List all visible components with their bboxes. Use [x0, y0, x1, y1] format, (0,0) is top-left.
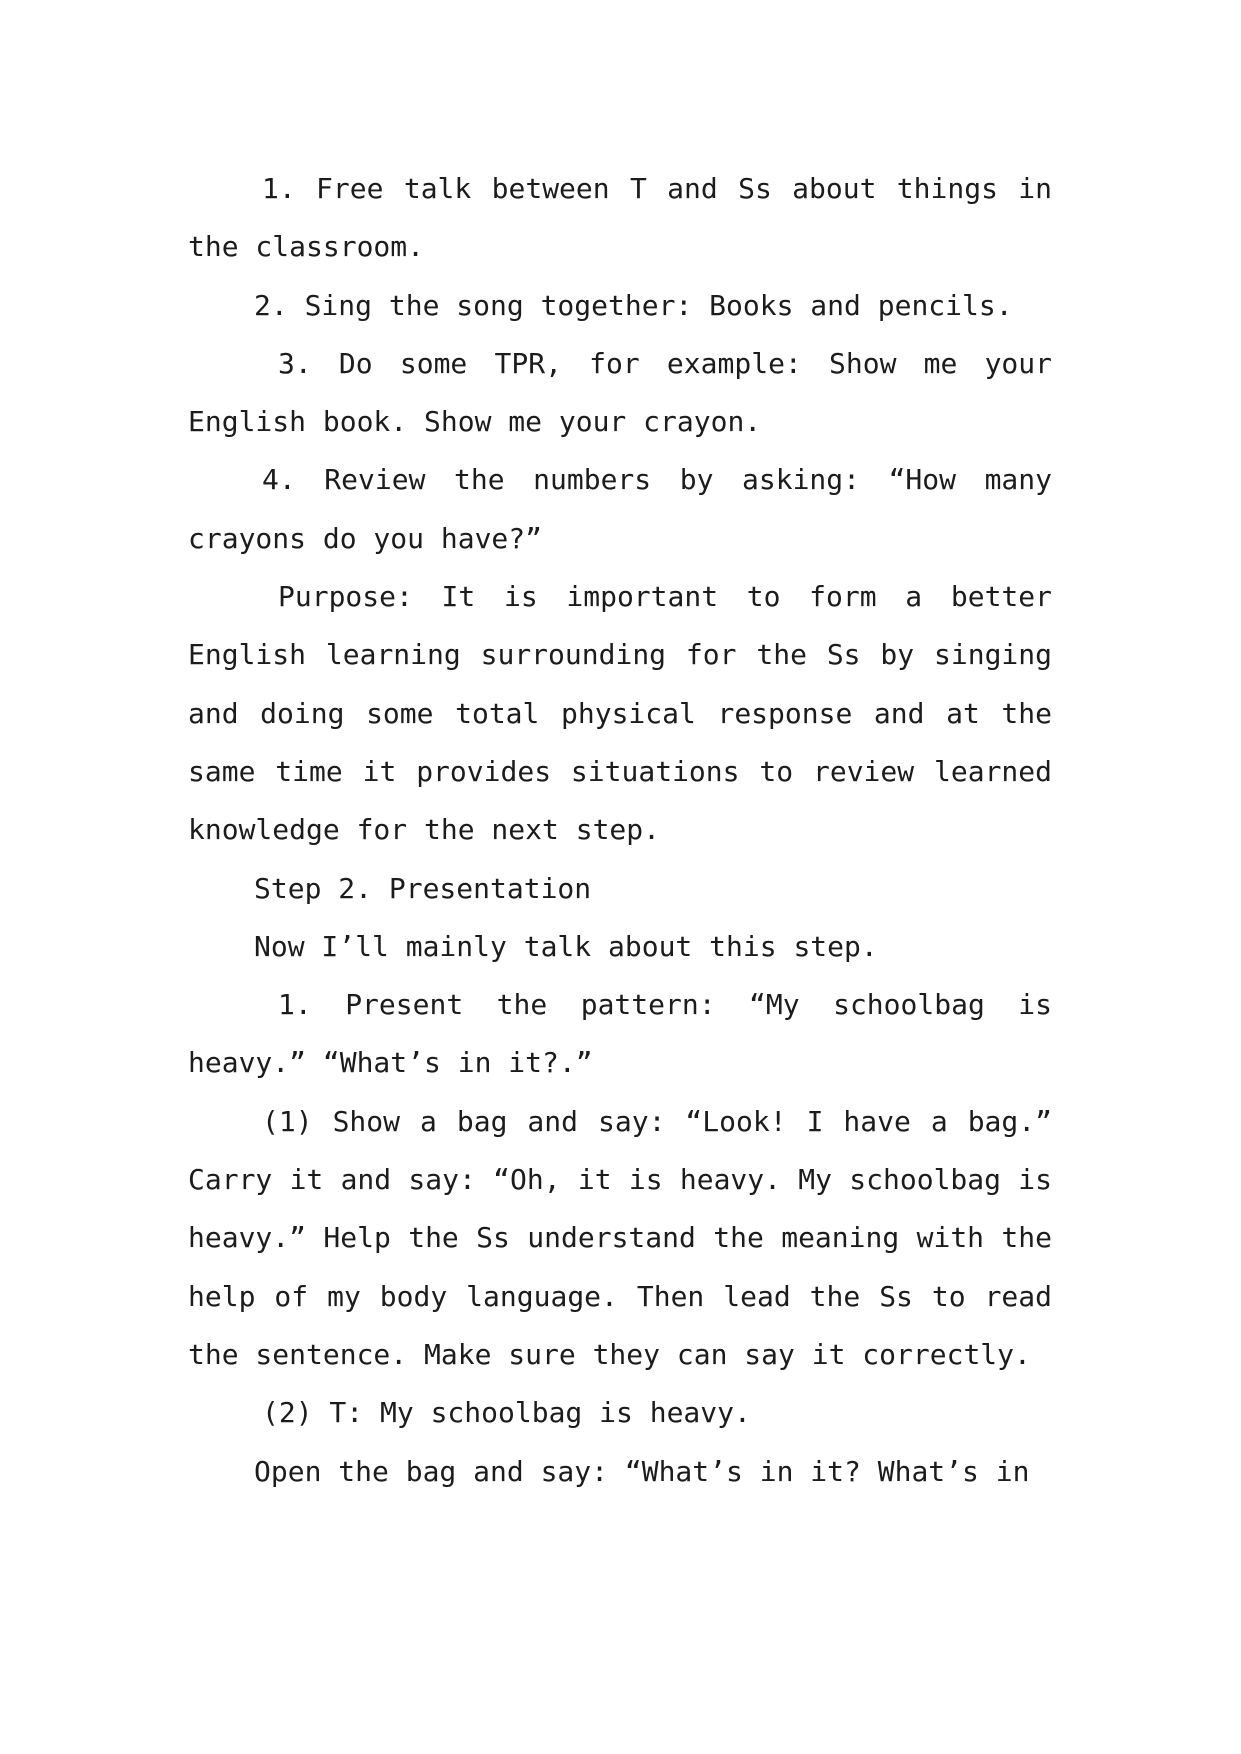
paragraph-teacher-line: (2) T: My schoolbag is heavy. [262, 1396, 751, 1430]
paragraph-purpose: Purpose: It is important to form a better English learning surrounding for the Ss by singing and doing some total physical response and at the same time it provides situations to review learned knowledge for the next step. [188, 580, 1052, 847]
paragraph-present-pattern: 1. Present the pattern: “My schoolbag is heavy.” “What’s in it?.” [188, 988, 1052, 1080]
step-2-heading: Step 2. Presentation [254, 871, 592, 905]
paragraph-review-numbers: 4. Review the numbers by asking: “How many crayons do you have?” [188, 463, 1052, 555]
paragraph-tpr: 3. Do some TPR, for example: Show me your English book. Show me your crayon. [188, 346, 1052, 439]
paragraph-sing-song: 2. Sing the song together: Books and pencils. [254, 288, 1013, 322]
paragraph-free-talk: 1. Free talk between T and Ss about things in the classroom. [188, 172, 1052, 264]
paragraph-intro-step: Now I’ll mainly talk about this step. [254, 929, 878, 963]
document-body [188, 160, 1052, 1501]
paragraph-show-bag: (1) Show a bag and say: “Look! I have a bag.” Carry it and say: “Oh, it is heavy. My schoolbag is heavy.” Help the Ss understand the meaning with the help of my body language. Then lead the Ss to read the sentence. Make sure they can say it correctly. [188, 1104, 1052, 1371]
paragraph-open-bag: Open the bag and say: “What’s in it? What’s in [254, 1454, 1030, 1488]
